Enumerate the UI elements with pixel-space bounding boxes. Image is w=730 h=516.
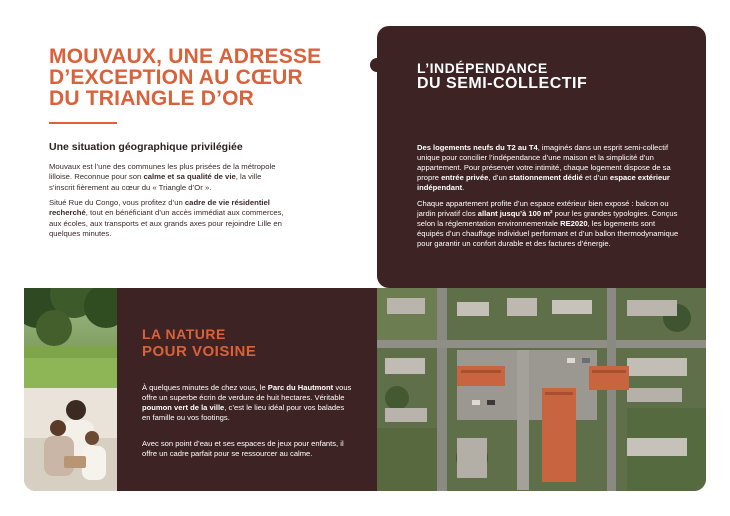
location-paragraph-2: Situé Rue du Congo, vous profitez d’un cadre de vie résidentiel recherché, tout en bénéficiant d’un accès immédiat aux commerces, aux écoles, aux transports et aux grands axes pour rejoindre Lille en quelques minutes. <box>49 198 284 239</box>
location-paragraph-1: Mouvaux est l’une des communes les plus prisées de la métropole lilloise. Reconnue pour son calme et sa qualité de vie, la ville s’inscrit fièrement au cœur du « Triangle d’Or ». <box>49 162 276 192</box>
nature-title-line-1: LA NATURE <box>142 326 226 342</box>
aerial-residence-photo <box>377 288 706 491</box>
title-divider <box>49 122 117 124</box>
panel-notch <box>370 58 384 72</box>
main-title <box>49 46 359 109</box>
nature-paragraph-1: À quelques minutes de chez vous, le Parc du Hautmont vous offre un superbe écrin de verdure de huit hectares. Véritable poumon vert de la ville, c’est le lieu idéal pour vos balades en famille ou vos footings. <box>142 383 352 423</box>
semi-collective-title-line-1: L’INDÉPENDANCE <box>417 60 548 76</box>
location-subheading: Une situation géographique privilégiée <box>49 141 243 153</box>
semi-collective-title <box>417 60 587 92</box>
park-family-photo <box>24 288 117 491</box>
main-title-line-1: MOUVAUX, UNE ADRESSE <box>49 45 322 68</box>
nature-title <box>142 326 256 360</box>
nature-title-line-2: POUR VOISINE <box>142 343 257 360</box>
semi-collective-title-line-2: DU SEMI-COLLECTIF <box>417 75 588 92</box>
semi-collective-paragraph-2: Chaque appartement profite d’un espace extérieur bien exposé : balcon ou jardin privatif clos allant jusqu’à 100 m² pour les grandes typologies. Conçus selon la réglementation environnementale RE2020, les logements sont équipés d’un chauffage individuel performant et d’un ballon thermodynamique pour garantir un confort durable et des factures d’énergie. <box>417 199 679 249</box>
nature-paragraph-2: Avec son point d’eau et ses espaces de jeux pour enfants, il offre un cadre parfait pour se ressourcer au calme. <box>142 439 344 459</box>
main-title-line-3: DU TRIANGLE D’OR <box>49 87 255 110</box>
main-title-line-2: D’EXCEPTION AU CŒUR <box>49 66 303 89</box>
semi-collective-paragraph-1: Des logements neufs du T2 au T4, imaginés dans un esprit semi-collectif unique pour concilier l’indépendance d’une maison et la simplicité d’un appartement. Pour préserver votre intimité, chaque logement dispose de sa propre entrée privée, d’un stationnement dédié et d’un espace extérieur indépendant. <box>417 143 671 193</box>
